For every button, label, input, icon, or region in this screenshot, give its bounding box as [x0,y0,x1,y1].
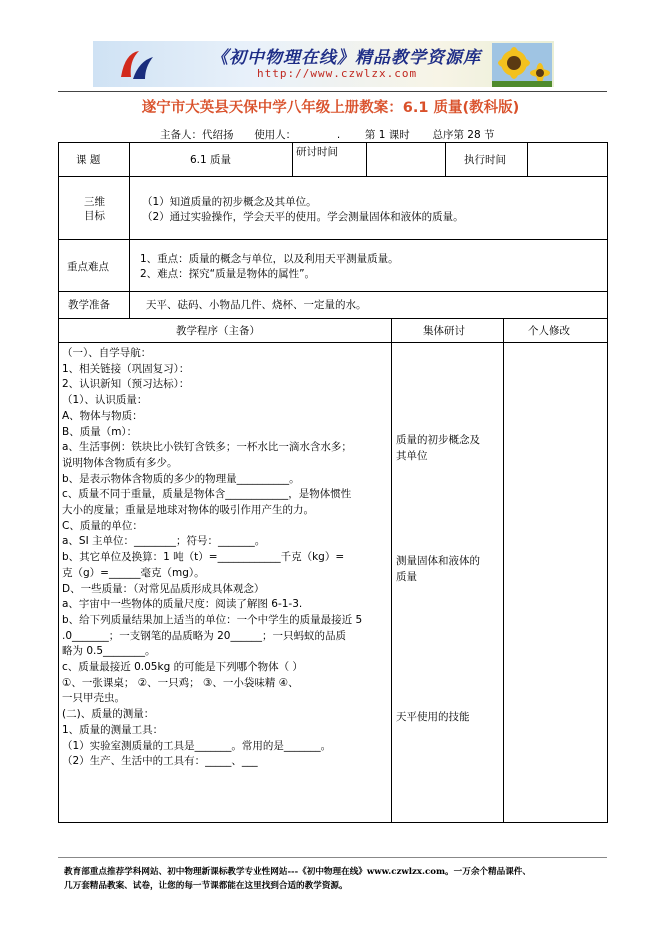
procedure-line: 1、相关链接（巩固复习）： [62,362,190,375]
procedure-line: （2）生产、生活中的工具有：_____、___ [62,755,258,768]
subject-label: 课 题 [76,154,101,166]
document-title: 遂宁市大英县天保中学八年级上册教案：6.1 质量(教科版) [141,100,520,116]
procedure-line: c、质量不同于重量，质量是物体含____________，是物体惯性 [62,488,352,501]
procedure-line: A、物体与物质： [62,409,143,422]
procedure-line: 一只甲壳虫。 [62,692,125,705]
procedure-line: 克（g）=______毫克（mg）。 [62,566,205,579]
procedure-line: 1、质量的测量工具： [62,723,164,736]
goal-item: （2）通过实验操作，学会天平的使用。学会测量固体和液体的质量。 [142,211,464,223]
procedure-line: B、质量（m）： [62,425,138,438]
user: 使用人： [254,129,297,141]
procedure-line: b、是表示物体含物质的多少的物理量__________。 [62,472,300,485]
procedure-line: a、SI 主单位：________；符号：_______。 [62,535,266,548]
key-point-item: 2、难点：探究“质量是物体的属性”。 [140,268,316,280]
total-sequence: 总序第 28 节 [432,129,495,141]
note-item: 质量的初步概念及 其单位 [396,434,480,462]
key-points-list [140,252,399,282]
procedure-line: a、生活事例：铁块比小铁钉含铁多；一杯水比一滴水含水多； [62,441,352,454]
procedure-line: 略为 0.5________。 [62,645,156,658]
collective-header: 集体研讨 [423,325,465,337]
key-points-label: 重点难点 [67,261,109,273]
site-banner [93,41,554,87]
personal-header: 个人修改 [528,325,570,337]
exec-time-label: 执行时间 [464,154,506,166]
lesson-number: 第 1 课时 [364,129,410,141]
prep-value: 天平、砝码、小物品几件、烧杯、一定量的水。 [146,299,367,311]
goals-label: 三维 目标 [84,196,105,222]
goal-item: （1）知道质量的初步概念及其单位。 [142,196,317,208]
procedure-line: 说明物体含物质有多少。 [62,456,178,469]
key-point-item: 1、重点：质量的概念与单位，以及利用天平测量质量。 [140,253,399,265]
procedure-line: （一）、自学导航： [62,347,152,359]
footer-line-1: 教育部重点推荐学科网站、初中物理新课标教学专业性网站---《初中物理在线》www.czwlzx.com。一万余个精品课件、 [64,867,531,877]
procedure-line: 大小的度量；重量是地球对物体的吸引作用产生的力。 [62,504,314,516]
footer-line-2: 几万套精品教案、试卷，让您的每一节课都能在这里找到合适的教学资源。 [64,881,348,891]
banner-url: http://www.czwlzx.com [257,67,418,80]
procedure-line: b、其它单位及换算：1 吨（t）=____________千克（kg）= [62,551,345,564]
procedure-line: (二)、质量的测量： [62,708,155,721]
banner-title: 《初中物理在线》精品教学资源库 [211,48,481,68]
procedure-line: （1）、认识质量： [62,394,148,407]
procedure-line: 2、认识新知（预习达标）： [62,378,190,391]
procedure-line: （1）实验室测质量的工具是_______。常用的是_______。 [62,739,332,752]
lesson-meta [160,127,495,142]
procedure-line: c、质量最接近 0.05kg 的可能是下列哪个物体（ ） [62,661,303,673]
prep-label: 教学准备 [68,299,110,311]
note-item: 测量固体和液体的 质量 [396,555,480,583]
site-logo-icon [115,47,155,83]
footer-rule [58,857,607,858]
goals-list [142,195,464,225]
procedure-line: D、一些质量：（对常见品质形成具体观念） [62,582,265,595]
procedure-line: a、宇宙中一些物体的质量尺度：阅读了解图 6-1-3. [62,598,303,611]
study-time-label: 研讨时间 [296,146,338,158]
note-item: 天平使用的技能 [396,711,470,723]
procedure-line: b、给下列质量结果加上适当的单位：一个中学生的质量最接近 5 [62,613,363,626]
header-rule [58,91,607,92]
procedure-line: C、质量的单位： [62,519,143,532]
procedure-header: 教学程序（主备） [176,325,260,337]
preparer: 主备人：代绍扬 [160,129,234,141]
procedure-line: ①、一张课桌； ②、一只鸡； ③、一小袋味精 ④、 [62,676,299,689]
sunflower-icon [492,43,552,87]
meta-dot: . [336,129,341,141]
procedure-line: .0_______；一支钢笔的品质略为 20______；一只蚂蚁的品质 [62,629,346,642]
subject-value: 6.1 质量 [190,154,232,166]
